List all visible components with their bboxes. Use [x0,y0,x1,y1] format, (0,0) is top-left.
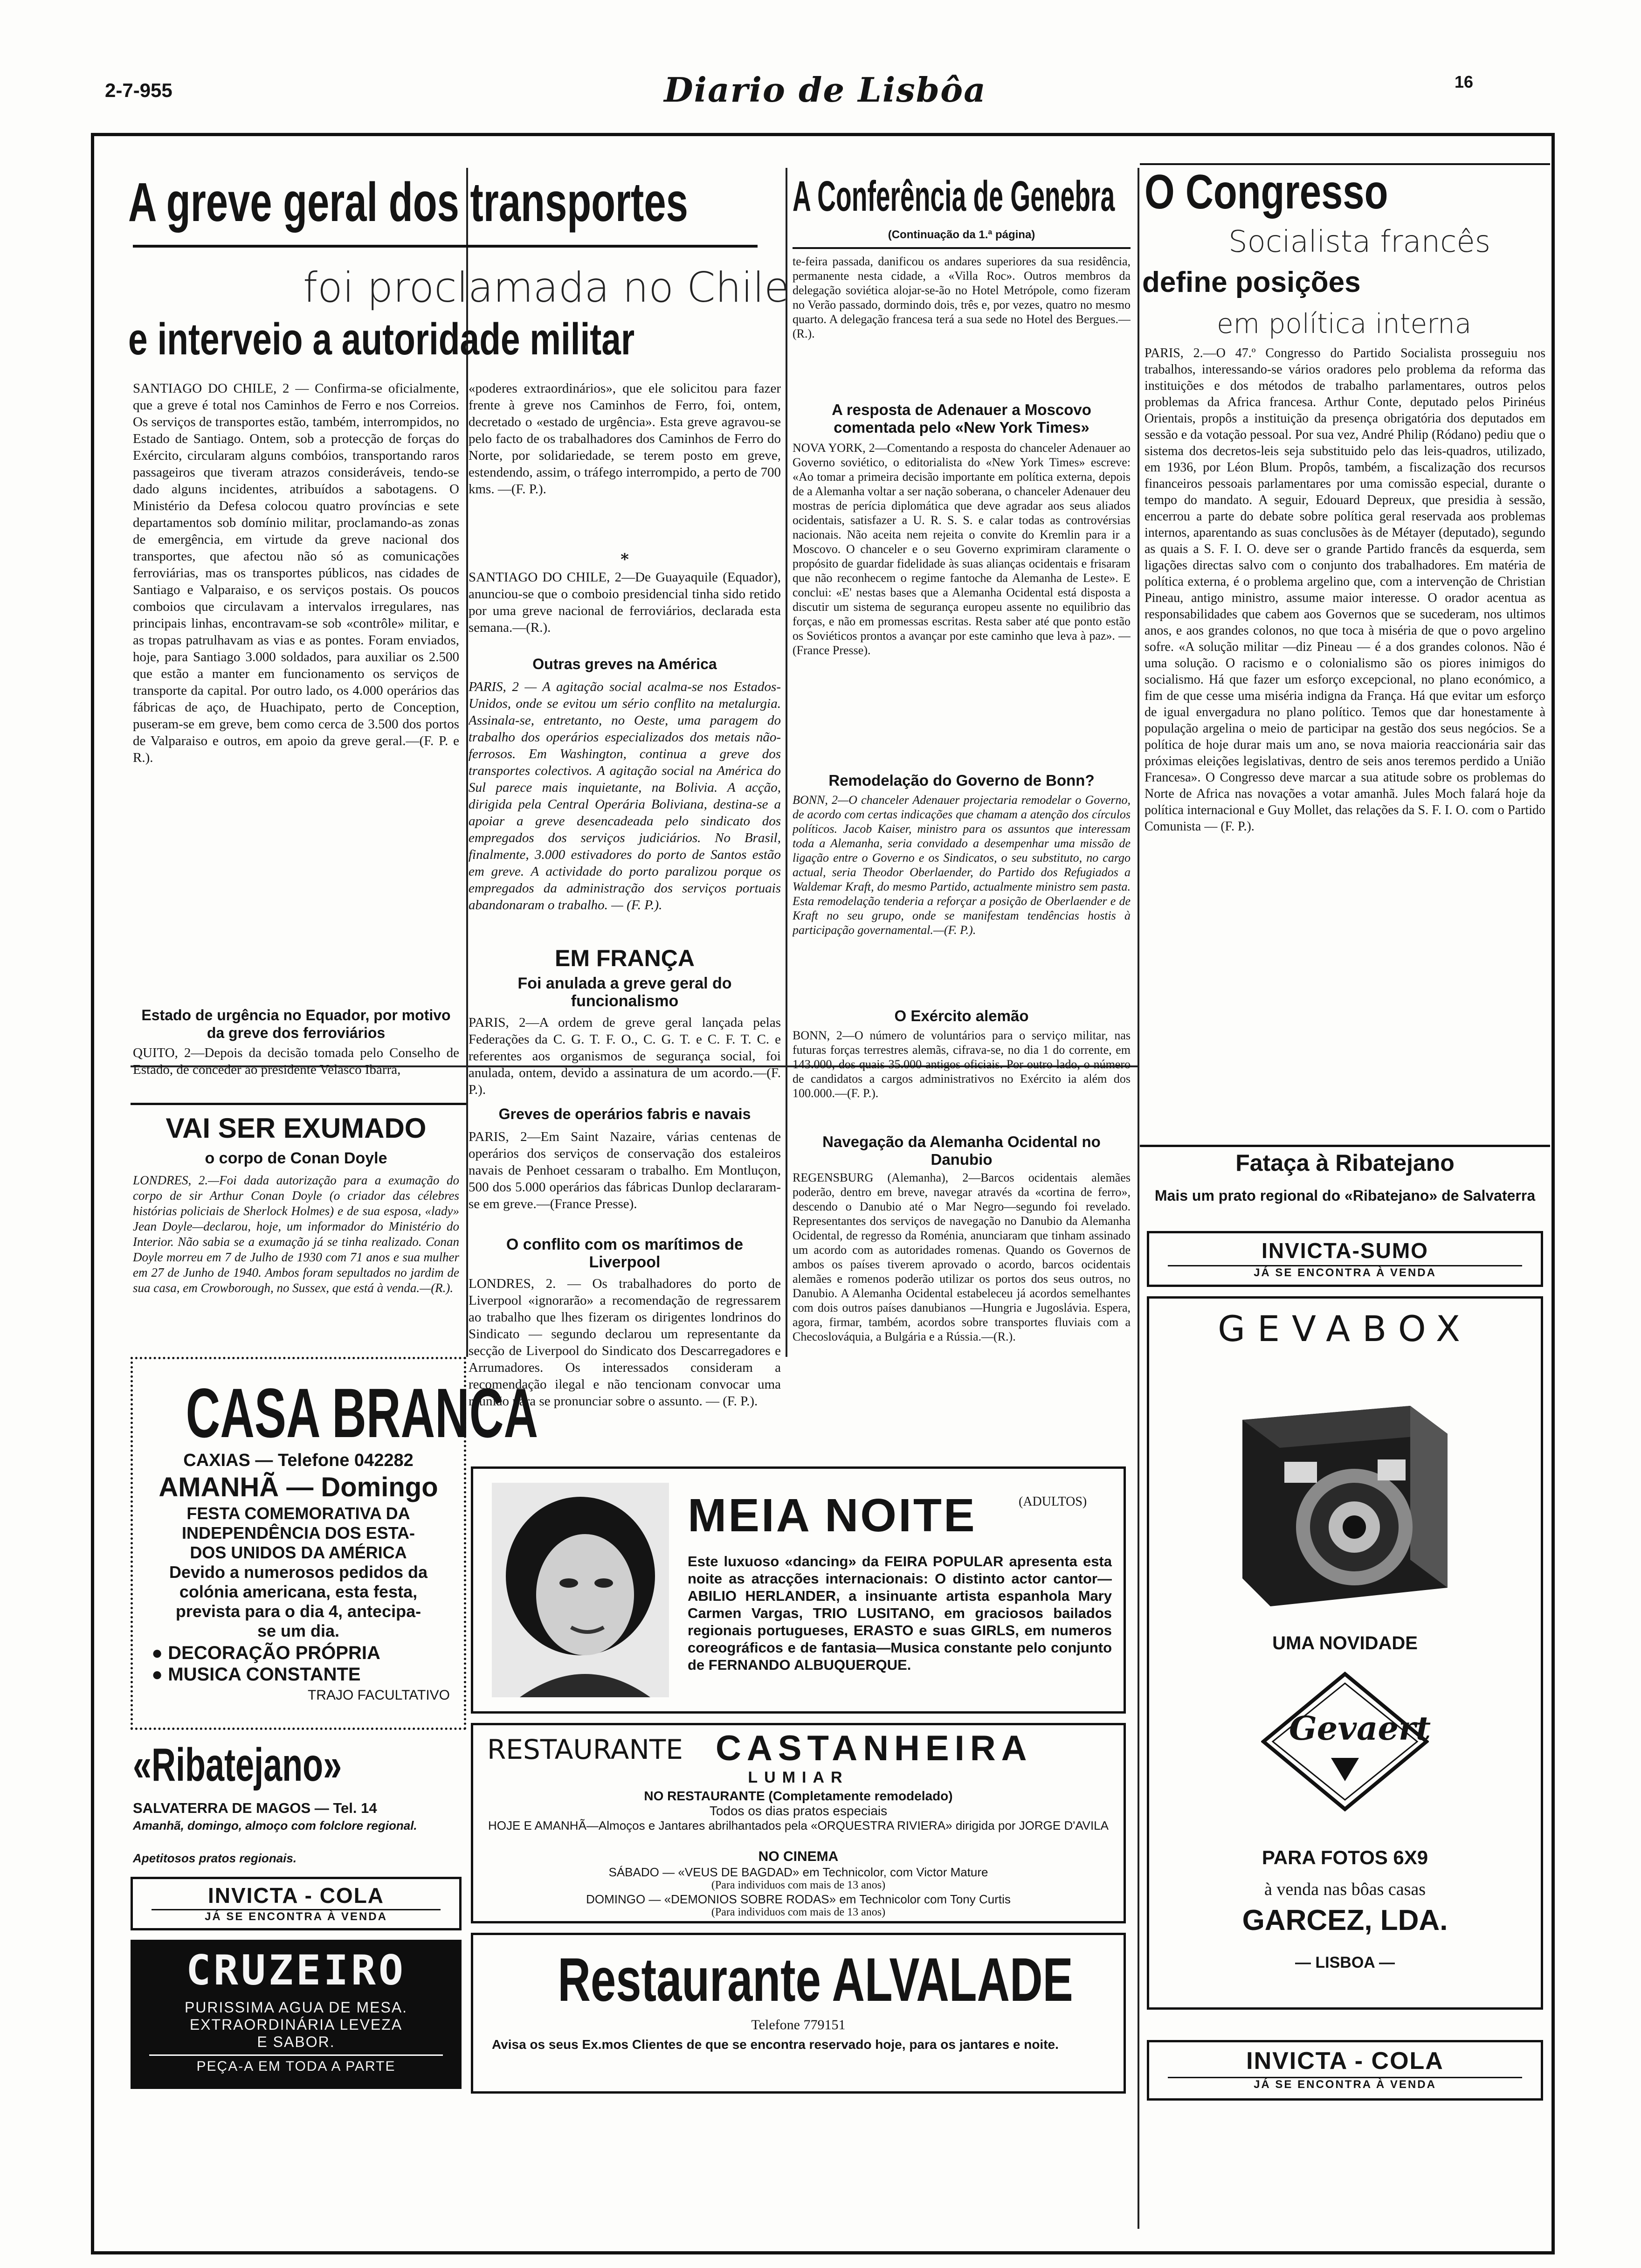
article-exercito: BONN, 2—O número de voluntários para o serviço militar, nas futuras forças terrestres alemãs, cifrava-se, no dia 1 do corrente, em 143.000, dos quais 35.000 antigos oficiais. Por outro lado, o número de candidatos a cargos administrativos no Exército ia além dos 100.000.—(F. P.). [793,1029,1131,1100]
ad-invicta-sumo-title: INVICTA-SUMO [1262,1238,1428,1263]
article-outras-greves: PARIS, 2 — A agitação social acalma-se nos Estados-Unidos, onde se evitou um sério conflito na metalurgia. Assinala-se, entretanto, no Oeste, uma paragem do trabalho dos operários especializados dos metais não-ferrosos. Em Washington, continua a greve dos transportes colectivos. A agitação social na América do Sul parece mais inquietante, na Bolivia. A acção, dirigida pela Central Operária Boliviana, destina-se a apoiar a greve desencadeada pelo sindicato dos empregados dos serviços judiciários. No Brasil, finalmente, 3.000 estivadores do porto de Santos estão em greve. A actividade do porto paralizou porque os empregados da administração dos serviços portuais abandonaram o trabalho. — (F. P.). [469,679,781,913]
ad-invicta-cola-left [131,1877,462,1930]
ad-casa-branca-traje: TRAJO FACULTATIVO [307,1687,450,1703]
issue-date: 2-7-955 [105,79,172,101]
ad-gevabox-novidade: UMA NOVIDADE [1272,1633,1418,1653]
ad-meia-noite-title: MEIA NOITE [688,1489,977,1542]
article-congresso: PARIS, 2.—O 47.º Congresso do Partido Socialista prosseguiu nos trabalhos, interessando-se vários oradores pelo problema da reforma das instituições e dos métodos de trabalho parlamentares, outros pelos problemas da Africa francesa. Arthur Conte, deputado pelos Pirinéus Orientais, propôs a instituição da presença obrigatória dos deputados em sessão e da votação pessoal. Por sua vez, André Philip (Ródano) pediu que o sistema dos decretos-leis seja substituido pelo das leis-quadros, utilizado, em 1936, por Léon Blum. Propôs, também, a fiscalização dos recursos financeiros pessoais parlamentares por uma comissão especial, durante o tempo do mandato. A seguir, Edouard Depreux, que presidia à sessão, encerrou a parte do debate sobre política geral reservada aos problemas internos, aparentando as suas conclusões às de Métayer (deputado), segundo as quais a S. F. I. O. deve ser o grande Partido francês da esquerda, sem ligações directas salvo com o conjunto dos trabalhadores. Em matéria de política externa, é o problema argelino que, com a intervenção de Christian Pineau, antigo ministro, assume maior interesse. O orador acentua as responsabilidades que cabem aos Governos que se sucederam, nos ultimos anos, e aos grandes colonos, no que toca à miséria de que o povo argelino sofre. «A solução militar —diz Pineau — é a dos grandes colonos. Não é uma solução. O racismo e o colonialismo são os piores inimigos do socialismo. Há que fazer um esforço excepcional, no plano económico, a fim de que cesse uma miséria indigna da França. Há que evitar um esforço de igual envergadura no plano político. Temos que dar honestamente à população argelina o meio de participar na gestão dos seus negócios. Se a política de hoje durar mais um ano, se nova maioria reaccionária sair das próximas eleições legislativas, dentro de seis anos teremos perdido a União Francesa». O Congresso deve marcar a sua atitude sobre os problemas do Norte de Africa nas novações a votar amanhã. Jules Moch falará hoje da política internacional e Guy Mollet, das relações da S. F. I. O. com o Partido Comunista — (F. P.). [1145,346,1545,834]
ad-invicta-sumo-sub: JÁ SE ENCONTRA À VENDA [1168,1265,1522,1279]
headline-rule [133,245,758,248]
subheadline-militar: e interveio a autoridade militar [128,314,635,364]
subheadline-define: define posições [1142,266,1361,298]
ad-castanheira-l7: DOMINGO — «DEMONIOS SOBRE RODAS» em Technicolor com Tony Curtis [586,1892,1011,1906]
ad-invicta-cola-left-sub: JÁ SE ENCONTRA À VENDA [152,1909,441,1923]
subheadline-socialista: Socialista francês [1228,225,1491,259]
ad-casa-branca-line: colónia americana, esta festa, [179,1582,418,1601]
ad-cruzeiro-l2: EXTRAORDINÁRIA LEVEZA [189,2016,403,2033]
ad-meia-noite [471,1466,1126,1714]
ad-casa-branca-line: Devido a numerosos pedidos da [169,1563,428,1582]
article-liverpool: LONDRES, 2. — Os trabalhadores do porto de Liverpool «ignorarão» a recomendação de regressarem ao trabalho que lhes fizeram os dirigentes londrinos do Sindicato — segundo declarou um representante da secção de Liverpool do Sindicato dos Descarregadores e Arrumadores. Os interessados consideram a recomendação ilegal e não tencionam convocar uma reunião para se pronunciar sobre o assunto. — (F. P.). [469,1276,781,1409]
ad-casa-branca-line: DOS UNIDOS DA AMÉRICA [190,1543,407,1562]
ad-cruzeiro-l1: PURISSIMA AGUA DE MESA. [184,1999,408,2016]
ad-castanheira-l3: HOJE E AMANHÃ—Almoços e Jantares abrilhantados pela «ORQUESTRA RIVIERA» dirigida por JORGE D'AVILA [488,1819,1109,1832]
subhead-danubio: Navegação da Alemanha Ocidental no Danubio [822,1133,1101,1168]
ad-ribatejano-text2: Apetitosos pratos regionais. [133,1851,297,1865]
article-guayaquil: SANTIAGO DO CHILE, 2—De Guayaquile (Equador), anunciou-se que o comboio presidencial tinha sido retido por uma greve nacional de ferroviários, declarada esta semana.—(R.). [469,570,781,635]
continuation-note: (Continuação da 1.ª página) [888,228,1035,241]
headline-franca: EM FRANÇA [555,945,695,971]
subhead-bonn: Remodelação do Governo de Bonn? [828,772,1095,789]
ad-ribatejano-text: Amanhã, domingo, almoço com folclore regional. [133,1819,417,1832]
ad-castanheira [471,1723,1126,1923]
rule [131,1103,466,1105]
article-genebra: te-feira passada, danificou os andares superiores da sua residência, permanente nesta cidade, a «Villa Roc». Outros membros da delegação soviética alojar-se-ão no Hotel Metrópole, como fizeram no Verão passado, dormindo dois, três e, por vezes, quatro no mesmo quarto. A delegação francesa terá a sua sede no Hotel des Bergues.—(R.). [793,255,1131,340]
page-number: 16 [1455,72,1474,91]
ad-fataca-title: Fataça à Ribatejano [1235,1150,1455,1176]
article-greve-left: SANTIAGO DO CHILE, 2 — Confirma-se oficialmente, que a greve é total nos Caminhos de Ferro e nos Correios. Os serviços de transportes estão, também, interrompidos, no Estado de Santiago. Ontem, sob a protecção de forças do Exército, circularam alguns combóios, transportando raros passageiros que tiveram atrazos consideráveis, tendo-se dado alguns incidentes, atribuídos a sabotagens. O Ministério da Defesa colocou quatro províncias e sete departamentos sob domínio militar, proclamando-as zonas de emergência, em virtude da greve nacional dos transportes, que afectou não só as comunicações ferroviárias, mas os transportes públicos, nas cidades de Santiago e Valparaiso, e os serviços postais. Os poucos comboios que circulavam a intervalos irregulares, nas principais linhas, encontravam-se sob «contrôle» militar, e as tropas patrulhavam as vias e as pontes. Foram enviados, hoje, para Santiago 3.000 soldados, para auxiliar os 2.500 que estão a manter em funcionamento os serviços de transporte da capital. Por outro lado, os 4.000 operários das fábricas de aço, de Huachipato, perto de Conception, puseram-se em greve, bem como cerca de 3.500 dos portos de Valparaiso e outros, em apoio da greve geral.—(F. P. e R.). [133,381,459,765]
ad-invicta-cola-right-sub: JÁ SE ENCONTRA À VENDA [1168,2077,1522,2091]
ad-invicta-cola-left-title: INVICTA - COLA [207,1883,385,1908]
newspaper-title: Diario de Lisbôa [664,70,986,110]
article-exumado: LONDRES, 2.—Foi dada autorização para a exumação do corpo de sir Arthur Conan Doyle (o criador das célebres histórias policiais de Sherlock Holmes) e de sua esposa, «lady» Jean Doyle—declarou, hoje, um informador do Ministério do Interior. Não sabia se a exumação já se tinha realizado. Conan Doyle morreu em 7 de Julho de 1930 com 71 anos e sua mulher em 27 de Junho de 1940. Ambos foram sepultados no jardim de sua casa, em Crowborough, no Sussex, que está à venda.—(R.). [133,1173,459,1295]
ad-casa-branca [131,1357,538,1730]
article-equador: QUITO, 2—Depois da decisão tomada pelo Conselho de Estado, de conceder ao presidente Velasco Ibarra, [133,1045,459,1077]
rule [1140,1145,1550,1147]
ad-casa-branca-line: FESTA COMEMORATIVA DA [186,1504,410,1523]
subhead-conan-doyle: o corpo de Conan Doyle [205,1149,387,1167]
ad-alvalade [471,1933,1126,2094]
ad-gevabox-garcez: GARCEZ, LDA. [1242,1904,1448,1936]
ad-casa-branca-item1: ● DECORAÇÃO PRÓPRIA [152,1643,380,1663]
ad-gevabox-title: GEVABOX [1218,1308,1472,1349]
portrait-image [492,1483,669,1697]
ad-invicta-cola-right [1147,2040,1543,2101]
article-greve-right: «poderes extraordinários», que ele solicitou para fazer frente à greve nos Caminhos de Ferro, foi, ontem, decretado o «estado de urgência». Esta greve agravou-se pelo facto de os trabalhadores dos Caminhos de Ferro do Norte, por solidariedade, se terem posto em greve, estendendo, assim, o tráfego interrompido, a perto de 700 kms. —(F. P.). [469,381,781,497]
ad-casa-branca-line: prevista para o dia 4, antecipa- [175,1602,421,1621]
headline-greve: A greve geral dos transportes [128,172,688,233]
subhead-liverpool: O conflito com os marítimos de Liverpool [506,1236,744,1271]
subhead-outras-greves: Outras greves na América [532,656,717,672]
ad-castanheira-l4: NO CINEMA [758,1849,839,1864]
ad-casa-branca-item2: ● MUSICA CONSTANTE [152,1664,361,1685]
ad-ribatejano-tel: SALVATERRA DE MAGOS — Tel. 14 [133,1800,377,1816]
subhead-equador: Estado de urgência no Equador, por motivo da greve dos ferroviários [141,1007,451,1041]
ad-castanheira-l2: Todos os dias pratos especiais [709,1804,888,1818]
article-greves-fabris: PARIS, 2—Em Saint Nazaire, várias centenas de operários dos serviços de conservação dos estaleiros navais de Penhoet cessaram o trabalho. Em Montluçon, 500 dos 5.000 operários das fábricas Dunlop declararam-se em greve.—(France Presse). [469,1129,781,1211]
article-bonn: BONN, 2—O chanceler Adenauer projectaria remodelar o Governo, de acordo com certas indicações que chamam a atenção dos círculos políticos. Jacob Kaiser, ministro para os assuntos que interessam toda a Alemanha, seria convidado a desempenhar uma missão de ligação entre o Governo e os Sindicatos, o seu substituto, no cargo actual, seria Theodor Oberlaender, do Partido dos Refugiados a Waldemar Kraft, do mesmo Partido, actualmente ministro sem pasta. Esta remodelação tenderia a reforçar a posição de Oberlaender e de Kraft no seu grupo, onde se manifestam tendências hostis à participação governamental.—(F. P.). [793,793,1131,937]
ad-gevabox-lisboa: — LISBOA — [1295,1954,1395,1971]
ad-castanheira-h1: RESTAURANTE [487,1734,683,1765]
article-adenauer: NOVA YORK, 2—Comentando a resposta do chanceler Adenauer ao Governo soviético, o editorialista do «New York Times» escreve: «Ao tomar a primeira decisão importante em política externa, depois de a Alemanha voltar a ser nação soberana, o chanceler Adenauer deu mostras de perícia diplomática que deve agradar aos seus aliados ocidentais, satisfazer a U. R. S. S. e calar todas as controvérsias nacionais. Não aceita nem rejeita o convite do Kremlin para ir a Moscovo. O chanceler e o seu Governo exprimiram claramente o propósito de guardar fidelidade às suas alianças ocidentais e frisaram que não reconhecem o regime fantoche da Alemanha de Leste». E conclui: «E' nestas bases que a Alemanha Ocidental está disposta a discutir um sistema de segurança europeu assente no equilibrio das forças, e não em promessas escritas. Resta saber até que ponto estão os Soviéticos prontos a avançar por este caminho que leva à paz». — (France Presse). [793,441,1131,657]
ad-castanheira-l1: NO RESTAURANTE (Completamente remodelado) [644,1789,953,1803]
ad-cruzeiro-title: CRUZEIRO [186,1946,406,1994]
ad-castanheira-l5: SÁBADO — «VEUS DE BAGDAD» em Technicolor, com Victor Mature [608,1865,988,1879]
subhead-greves-fabris: Greves de operários fabris e navais [498,1106,751,1122]
subheadline-chile: foi proclamada no Chile [303,263,790,311]
ad-invicta-sumo [1147,1231,1543,1287]
gevaert-logo-text: Gevaert [1289,1709,1431,1748]
ad-fataca-sub: Mais um prato regional do «Ribatejano» de Salvaterra [1154,1187,1536,1204]
ad-castanheira-l8: (Para individuos com mais de 13 anos) [711,1906,886,1918]
ad-meia-noite-text: Este luxuoso «dancing» da FEIRA POPULAR apresenta esta noite as atracções internacionais: O distinto actor cantor—ABILIO HERLANDER, a insinuante artista espanhola Mary Carmen Vargas, TRIO LUSITANO, em graciosos bailados regionais portugueses, ERASTO e suas GIRLS, em numeros coreográficos e de fantasia—Musica constante pelo conjunto de FERNANDO ALBUQUERQUE. [688,1553,1112,1673]
headline-congresso: O Congresso [1145,165,1388,219]
ad-gevabox [1147,1296,1543,2010]
ad-casa-branca-amanha: AMANHÃ — Domingo [159,1472,438,1502]
ad-castanheira-h2: CASTANHEIRA [716,1729,1033,1768]
camera-image [1214,1373,1476,1616]
ad-casa-branca-title: CASA BRANCA [186,1374,538,1452]
ad-cruzeiro [131,1940,462,2089]
ad-meia-noite-tag: (ADULTOS) [1019,1494,1087,1509]
ad-casa-branca-lines [133,1501,464,1641]
rule [793,247,1131,249]
ad-casa-branca-line: se um dia. [257,1621,340,1640]
ad-ribatejano-title: «Ribatejano» [133,1739,342,1791]
subheadline-politica: em política interna [1217,308,1472,339]
subhead-exercito: O Exército alemão [894,1007,1029,1024]
ad-casa-branca-phone: CAXIAS — Telefone 042282 [183,1451,414,1470]
ad-castanheira-l6: (Para individuos com mais de 13 anos) [711,1879,886,1891]
subhead-adenauer: A resposta de Adenauer a Moscovo comentada pelo «New York Times» [832,401,1091,436]
ad-invicta-cola-right-title: INVICTA - COLA [1246,2047,1444,2074]
ad-casa-branca-line: INDEPENDÊNCIA DOS ESTA- [181,1523,415,1542]
ad-alvalade-title: Restaurante ALVALADE [558,1945,1073,2014]
headline-exumado: VAI SER EXUMADO [165,1113,427,1144]
subhead-franca: Foi anulada a greve geral do funcionalismo [517,975,732,1010]
headline-genebra: A Conferência de Genebra [793,173,1115,220]
ad-gevabox-venda: à venda nas bôas casas [1264,1880,1426,1899]
ad-castanheira-place: LUMIAR [748,1769,849,1786]
article-danubio: REGENSBURG (Alemanha), 2—Barcos ocidentais alemães poderão, dentro em breve, navegar através da «cortina de ferro», descendo o Danubio até o Mar Negro—segundo foi revelado. Representantes dos serviços de navegação no Danubio da Alemanha Ocidental, de regresso da Roménia, anunciaram que tinham assinado um acordo com as autoridades romenas. Quando os Governos de ambos os países tiverem aprovado o acordo, barcos ocidentais alemães e romenos poderão utilizar os portos dos seus outros, no Danubio. A Alemanha Ocidental estabeleceu já acordos semelhantes com dois outros países danubianos —Hungria e Jugoslávia. Espera, agora, firmar, também, acordos sobre transportes fluviais com a Checoslováquia, a Bulgária e a Rússia.—(R.). [793,1171,1131,1343]
ad-alvalade-tel: Telefone 779151 [751,2017,846,2033]
separator-star: * [621,550,629,569]
column-rule [786,168,787,1357]
ad-alvalade-text: Avisa os seus Ex.mos Clientes de que se encontra reservado hoje, para os jantares e noite. [492,2037,1059,2052]
ad-gevabox-fotos: PARA FOTOS 6X9 [1262,1846,1428,1868]
ad-cruzeiro-l4: PEÇA-A EM TODA A PARTE [149,2054,443,2074]
article-franca: PARIS, 2—A ordem de greve geral lançada pelas Federações da C. G. T. F. O., C. G. T. e C. F. T. C. e referentes aos organismos de segurança social, foi anulada, ontem, devido a assinatura de um acordo.—(F. P.). [469,1015,781,1097]
ad-cruzeiro-l3: E SABOR. [257,2033,335,2050]
column-rule [1138,168,1139,2229]
